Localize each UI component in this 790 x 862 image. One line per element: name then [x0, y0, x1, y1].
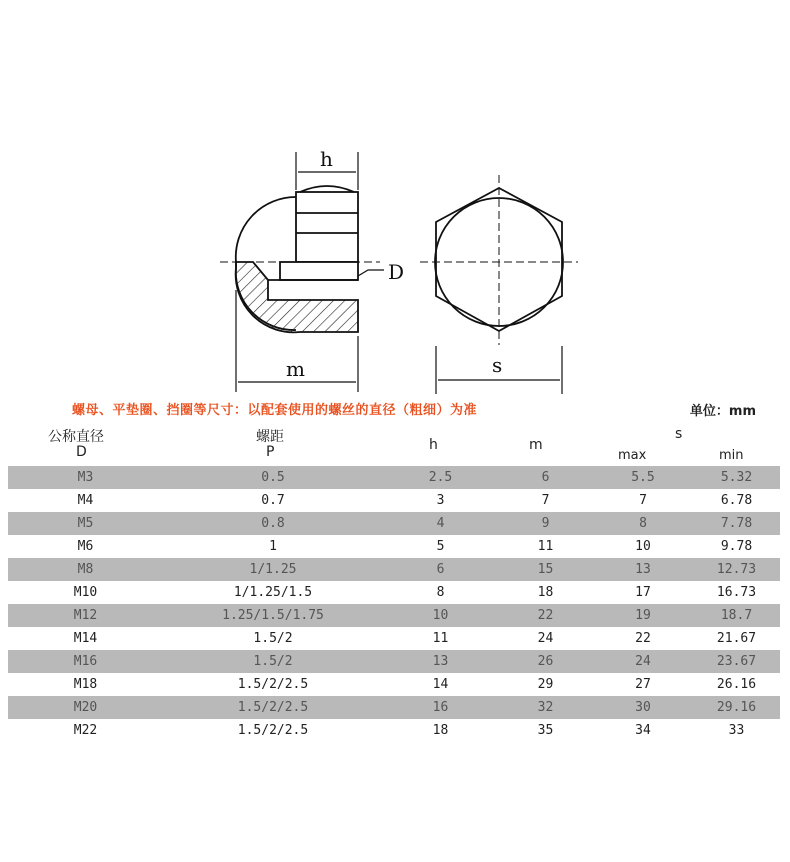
table-row — [8, 719, 780, 742]
table-cell: 1 — [269, 539, 277, 554]
table-cell: 26.16 — [716, 677, 757, 692]
table-cell: 13 — [383, 650, 498, 673]
table-cell: 13 — [593, 558, 693, 581]
table-cell: 5 — [436, 539, 445, 554]
table-cell: 7 — [639, 493, 647, 508]
table-cell: 0.8 — [163, 512, 383, 535]
table-cell: M8 — [8, 558, 163, 581]
table-cell: 21.67 — [716, 631, 757, 646]
table-cell: 1.5/2 — [163, 650, 383, 673]
table-cell: 1/1.25 — [163, 558, 383, 581]
dim-label-m: m — [286, 357, 305, 381]
dim-label-s: s — [492, 353, 503, 377]
table-cell: 8 — [436, 585, 445, 600]
table-cell: 8 — [593, 512, 693, 535]
table-cell: 17 — [635, 585, 651, 600]
header-s: s — [675, 426, 683, 442]
table-cell: 1.5/2/2.5 — [237, 723, 309, 738]
cap-nut-drawing — [0, 120, 790, 400]
dim-label-h: h — [320, 147, 333, 171]
table-row — [8, 535, 780, 558]
table-row — [8, 489, 780, 512]
table-cell: 10 — [383, 604, 498, 627]
table-cell: M3 — [8, 466, 163, 489]
sizing-note: 螺母、平垫圈、挡圈等尺寸：以配套使用的螺丝的直径（粗细）为准 — [72, 403, 478, 418]
table-cell: 24 — [593, 650, 693, 673]
table-cell: 33 — [728, 723, 745, 738]
table-cell: 7 — [541, 493, 550, 508]
table-cell: M16 — [8, 650, 163, 673]
table-cell: 16 — [383, 696, 498, 719]
header-m: m — [529, 437, 543, 453]
table-cell: 11 — [537, 539, 554, 554]
table-cell: 23.67 — [693, 650, 780, 673]
table-cell: 6.78 — [720, 493, 753, 508]
table-cell: M4 — [77, 493, 94, 508]
table-cell: 2.5 — [383, 466, 498, 489]
table-cell: 22 — [635, 631, 651, 646]
table-cell: M22 — [73, 723, 98, 738]
table-row — [8, 581, 780, 604]
table-cell: 5.32 — [693, 466, 780, 489]
table-cell: 1/1.25/1.5 — [233, 585, 313, 600]
dim-label-d: D — [388, 260, 405, 284]
table-cell: 0.5 — [163, 466, 383, 489]
table-cell: 26 — [498, 650, 593, 673]
table-row — [8, 558, 780, 581]
table-cell: 16.73 — [716, 585, 757, 600]
table-cell: M20 — [8, 696, 163, 719]
table-cell: 5.5 — [593, 466, 693, 489]
table-cell: 6 — [383, 558, 498, 581]
table-cell: 35 — [537, 723, 554, 738]
table-row — [8, 673, 780, 696]
header-s-min: min — [719, 448, 744, 463]
table-cell: 9.78 — [720, 539, 753, 554]
table-cell: 18 — [537, 585, 554, 600]
table-cell: 7.78 — [693, 512, 780, 535]
table-cell: 6 — [498, 466, 593, 489]
table-cell: 1.5/2/2.5 — [237, 677, 309, 692]
table-cell: 30 — [593, 696, 693, 719]
table-cell: 4 — [383, 512, 498, 535]
table-row — [8, 466, 780, 489]
header-nominal-line2: D — [76, 444, 87, 460]
table-cell: 32 — [498, 696, 593, 719]
header-s-max: max — [618, 448, 647, 463]
header-pitch-line2: P — [266, 444, 275, 460]
table-cell: 29 — [537, 677, 554, 692]
table-cell: 24 — [537, 631, 554, 646]
table-cell: M12 — [8, 604, 163, 627]
table-row — [8, 627, 780, 650]
table-cell: 14 — [432, 677, 449, 692]
table-cell: 22 — [498, 604, 593, 627]
table-cell: 12.73 — [693, 558, 780, 581]
table-cell: 9 — [498, 512, 593, 535]
table-cell: 34 — [635, 723, 651, 738]
header-h: h — [429, 437, 438, 453]
table-cell: 15 — [498, 558, 593, 581]
table-row — [8, 512, 780, 535]
header-pitch-line1: 螺距 — [256, 429, 284, 445]
table-cell: 1.25/1.5/1.75 — [163, 604, 383, 627]
table-cell: M14 — [73, 631, 98, 646]
table-cell: M10 — [73, 585, 98, 600]
table-cell: 29.16 — [693, 696, 780, 719]
table-cell: 18 — [432, 723, 449, 738]
table-cell: 1.5/2 — [253, 631, 293, 646]
table-cell: 10 — [635, 539, 651, 554]
table-cell: M6 — [77, 539, 94, 554]
table-cell: 11 — [432, 631, 449, 646]
table-row — [8, 604, 780, 627]
table-cell: 0.7 — [261, 493, 285, 508]
header-nominal-line1: 公称直径 — [48, 429, 104, 445]
unit-label: 单位：mm — [689, 404, 756, 419]
table-cell: 3 — [436, 493, 445, 508]
table-cell: 1.5/2/2.5 — [163, 696, 383, 719]
table-row — [8, 650, 780, 673]
table-cell: M5 — [8, 512, 163, 535]
table-row — [8, 696, 780, 719]
table-cell: M18 — [73, 677, 98, 692]
table-cell: 27 — [635, 677, 651, 692]
dimension-table — [8, 466, 780, 742]
table-cell: 19 — [593, 604, 693, 627]
table-cell: 18.7 — [693, 604, 780, 627]
side-view — [236, 152, 384, 392]
